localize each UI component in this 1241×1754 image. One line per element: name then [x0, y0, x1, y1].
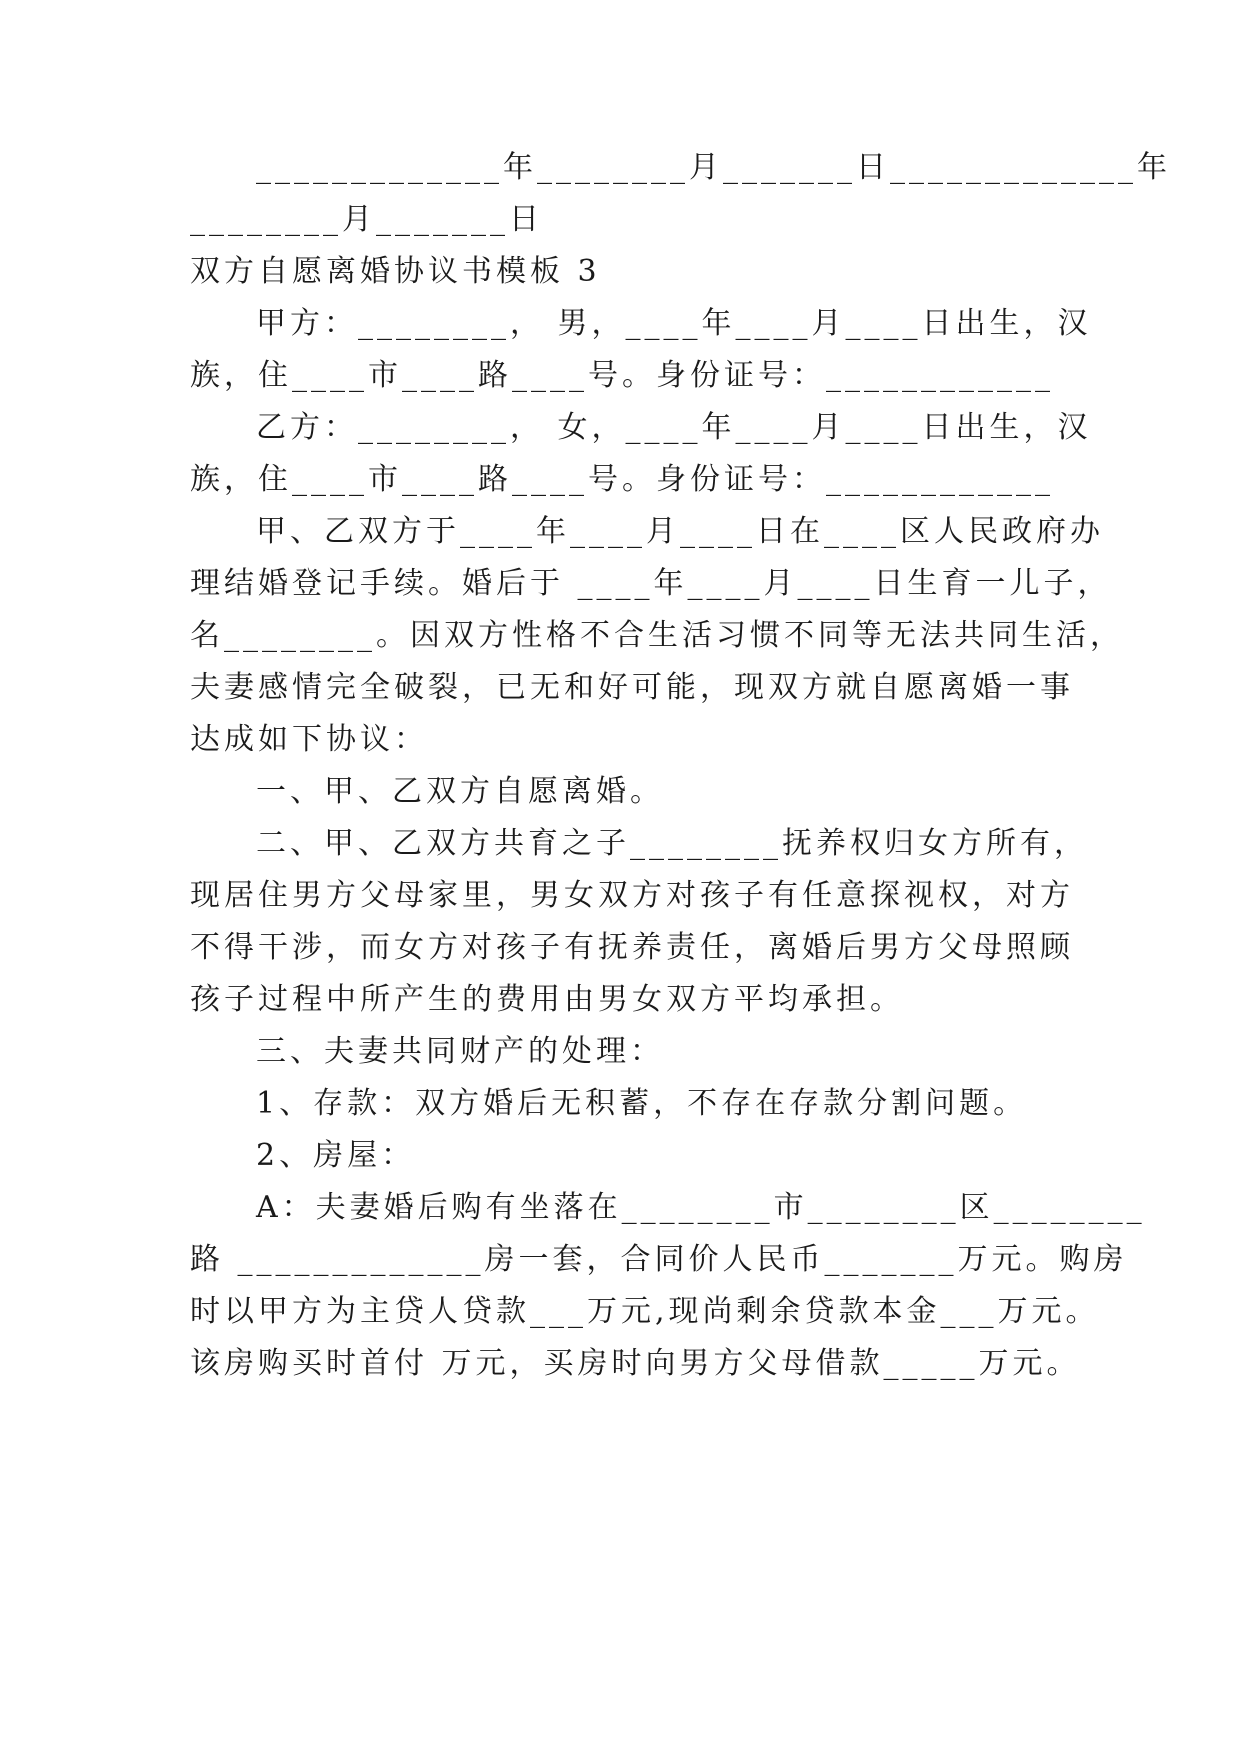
marriage-paragraph-line: 甲、乙双方于____年____月____日在____区人民政府办	[256, 514, 1104, 549]
signature-date-line: _____________年________月_______日_____________年	[256, 150, 1171, 185]
house-paragraph-line: 时以甲方为主贷人贷款___万元,现尚剩余贷款本金___万元。	[190, 1294, 1100, 1329]
party-b-address-line: 族，住____市____路____号。身份证号：____________	[190, 462, 1054, 497]
party-a-line: 甲方：________， 男，____年____月____日出生，汉	[256, 306, 1092, 341]
clause-3-item-2: 2、房屋：	[256, 1138, 416, 1173]
house-paragraph-line: 路 _____________房一套，合同价人民币_______万元。购房	[190, 1242, 1128, 1277]
clause-2-line: 现居住男方父母家里，男女双方对孩子有任意探视权，对方	[190, 878, 1074, 913]
house-paragraph-line: 该房购买时首付 万元，买房时向男方父母借款_____万元。	[190, 1346, 1081, 1381]
clause-2-line: 二、甲、乙双方共育之子________抚养权归女方所有，	[256, 826, 1088, 861]
house-paragraph-line: A：夫妻婚后购有坐落在________市________区________	[256, 1190, 1146, 1225]
party-a-address-line: 族，住____市____路____号。身份证号：____________	[190, 358, 1054, 393]
clause-3-heading: 三、夫妻共同财产的处理：	[256, 1034, 664, 1069]
signature-date-line-continued: ________月_______日	[190, 202, 543, 237]
marriage-paragraph-line: 夫妻感情完全破裂，已无和好可能，现双方就自愿离婚一事	[190, 670, 1074, 705]
marriage-paragraph-line: 理结婚登记手续。婚后于 ____年____月____日生育一儿子，	[190, 566, 1112, 601]
clause-3-item-1: 1、存款：双方婚后无积蓄，不存在存款分割问题。	[256, 1086, 1028, 1121]
marriage-paragraph-line: 名________。因双方性格不合生活习惯不同等无法共同生活，	[190, 618, 1124, 653]
marriage-paragraph-line: 达成如下协议：	[190, 722, 428, 757]
clause-2-line: 不得干涉，而女方对孩子有抚养责任，离婚后男方父母照顾	[190, 930, 1074, 965]
clause-2-line: 孩子过程中所产生的费用由男女双方平均承担。	[190, 982, 904, 1017]
document-title: 双方自愿离婚协议书模板 3	[190, 254, 601, 289]
party-b-line: 乙方：________， 女，____年____月____日出生，汉	[256, 410, 1092, 445]
clause-1: 一、甲、乙双方自愿离婚。	[256, 774, 664, 809]
